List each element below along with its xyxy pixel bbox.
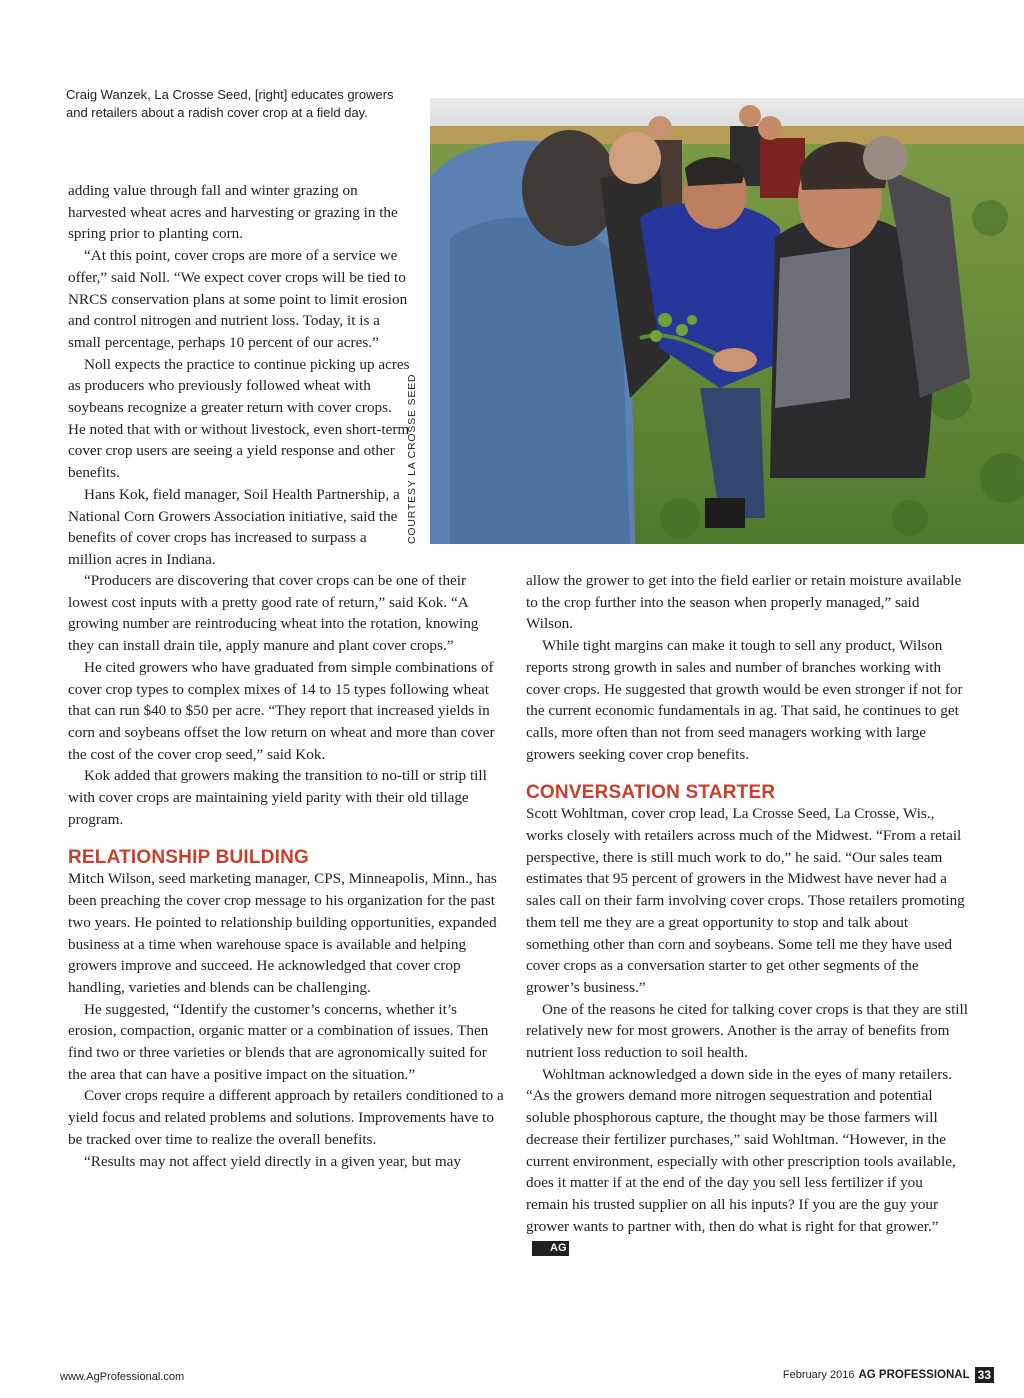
photo-caption: Craig Wanzek, La Crosse Seed, [right] educates growers and retailers about a radish cover crop at a field day. [66,87,394,120]
paragraph: Cover crops require a different approach by retailers conditioned to a yield focus and related problems and solutions. Improvements have to be tracked over time to realize the overall benefits. [68,1087,504,1148]
paragraph-text: Wohltman acknowledged a down side in the eyes of many retailers. “As the growers demand more nitrogen sequestration and potential soluble phosphorous capture, the thought may be those farmers will decrease their fertilizer purchases,” said Wohltman. “However, in the current environment, especially with other prescription tools available, does it matter if at the end of the day you sell less fertilizer if you remain his trusted supplier on all his inputs? If you are the guy your grower wants to partner with, then do what is right for that grower.” [526,1065,956,1235]
field-day-photo [430,98,1024,544]
section-heading-relationship: RELATIONSHIP BUILDING [68,847,310,869]
paragraph: Scott Wohltman, cover crop lead, La Crosse Seed, La Crosse, Wis., works closely with retailers across much of the Midwest. “From a retail perspective, there is still much work to do,” he said. “Our sales team estimates that 95 percent of growers in the Midwest have never had a sales call on their farm involving cover crops. Those retailers promoting them tell me they are a great opportunity to stop and talk about something other than corn and soybeans. Some tell me they have used cover crops as a conversation starter to get other segments of the grower’s business.” [526,805,965,996]
paragraph: Mitch Wilson, seed marketing manager, CPS, Minneapolis, Minn., has been preaching the cover crop message to his organization for the past two years. He pointed to relationship building opportunities, expanded business at a time when warehouse space is available and helping growers improve and succeed. He acknowledged that cover crop handling, varieties and blends can be challenging. [68,870,497,996]
paragraph: Kok added that growers making the transition to no-till or strip till with cover crops are maintaining yield parity with their old tillage program. [68,767,487,828]
footer-folio [783,1367,994,1383]
footer-website: www.AgProfessional.com [60,1371,185,1383]
paragraph: allow the grower to get into the field earlier or retain moisture available to the crop further into the season when properly managed,” said Wilson. [526,572,962,633]
field-day-photo-illustration [430,98,1024,544]
paragraph: One of the reasons he cited for talking cover crops is that they are still relatively new for most growers. Another is the array of benefits from nutrient loss reduction to soil health. [526,1000,968,1062]
section-heading-conversation: CONVERSATION STARTER [526,782,776,804]
paragraph: “Producers are discovering that cover crops can be one of their lowest cost inputs with a pretty good rate of return,” said Kok. “A growing number are reintroducing wheat into the rotation, knowing they can install drain tile, apply manure and plant cover crops.” [68,572,479,655]
end-mark-logo: AG [532,1241,569,1256]
paragraph: Hans Kok, field manager, Soil Health Partnership, a National Corn Growers Association initiative, said the benefits of cover crops has increased to surpass a million acres in Indiana. [68,485,400,568]
paragraph: “At this point, cover crops are more of a service we offer,” said Noll. “We expect cover crops will be tied to NRCS conservation plans at some point to limit erosion and control nitrogen and nutrient loss. Today, it is a small percentage, perhaps 10 percent of our acres.” [68,247,408,351]
footer-magazine-name: AG PROFESSIONAL [858,1369,970,1381]
paragraph: While tight margins can make it tough to sell any product, Wilson reports strong growth in sales and number of branches working with cover crops. He suggested that growth would be even stronger if not for the current economic fundamentals in ag. That said, he continues to get calls, more often than not from seed managers working with large growers seeking cover crop benefits. [526,637,963,763]
paragraph: He suggested, “Identify the customer’s concerns, whether it’s erosion, compaction, organic matter or a combination of issues. Then find two or three varieties or blends that are agronomically suited for the area that can have a positive impact on the situation.” [68,1000,489,1083]
paragraph: Noll expects the practice to continue picking up acres as producers who previously followed wheat with soybeans recognize a greater return with cover crops. He noted that with or without livestock, even short-term cover crop users are seeing a yield response and other benefits. [68,355,410,482]
photo-credit: COURTESY LA CROSSE SEED [406,373,418,544]
page-number: 33 [975,1367,994,1383]
paragraph-final [526,1064,968,1259]
left-column-lower [68,570,508,1172]
left-column-upper [68,180,413,571]
footer-issue-date: February 2016 [782,1369,855,1381]
right-column [526,570,968,1259]
paragraph: adding value through fall and winter grazing on harvested wheat acres and harvesting or grazing in the spring prior to planting corn. [68,182,398,243]
paragraph: “Results may not affect yield directly in a given year, but may [84,1152,461,1170]
paragraph: He cited growers who have graduated from simple combinations of cover crop types to complex mixes of 14 to 15 types following wheat that can run $40 to $50 per acre. “They report that increased yields in corn and soybeans offset the low return on wheat and more than cover the cost of the cover crop seed,” said Kok. [68,658,495,763]
